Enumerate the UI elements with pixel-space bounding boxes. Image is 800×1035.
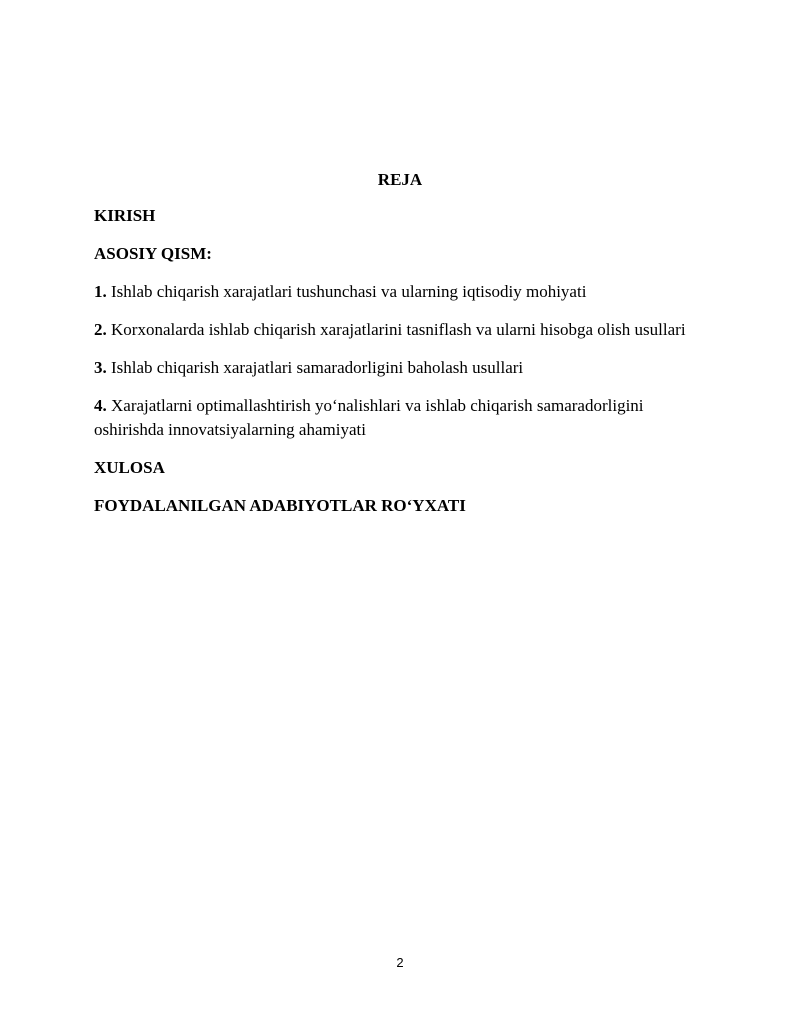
list-item [94, 280, 704, 304]
page-title: REJA [377, 170, 423, 189]
list-item [94, 394, 704, 442]
intro-heading: KIRISH [94, 206, 156, 225]
item-number: 3. [94, 358, 107, 377]
item-number: 1. [94, 282, 107, 301]
references-heading: FOYDALANILGAN ADABIYOTLAR RO‘YXATI [94, 496, 466, 515]
item-text: Ishlab chiqarish xarajatlari samaradorligini baholash usullari [111, 358, 524, 377]
item-number: 4. [94, 396, 107, 415]
conclusion-heading: XULOSA [94, 458, 165, 477]
plan-content [94, 204, 704, 532]
item-text: Ishlab chiqarish xarajatlari tushunchasi va ularning iqtisodiy mohiyati [111, 282, 587, 301]
list-item [94, 356, 704, 380]
list-item [94, 318, 704, 342]
item-text: Korxonalarda ishlab chiqarish xarajatlarini tasniflash va ularni hisobga olish usullari [111, 320, 686, 339]
main-heading: ASOSIY QISM: [94, 244, 212, 263]
item-number: 2. [94, 320, 107, 339]
page-number: 2 [396, 955, 404, 970]
item-text: Xarajatlarni optimallashtirish yo‘nalishlari va ishlab chiqarish samaradorligini oshirishda innovatsiyalarning ahamiyati [94, 396, 644, 439]
